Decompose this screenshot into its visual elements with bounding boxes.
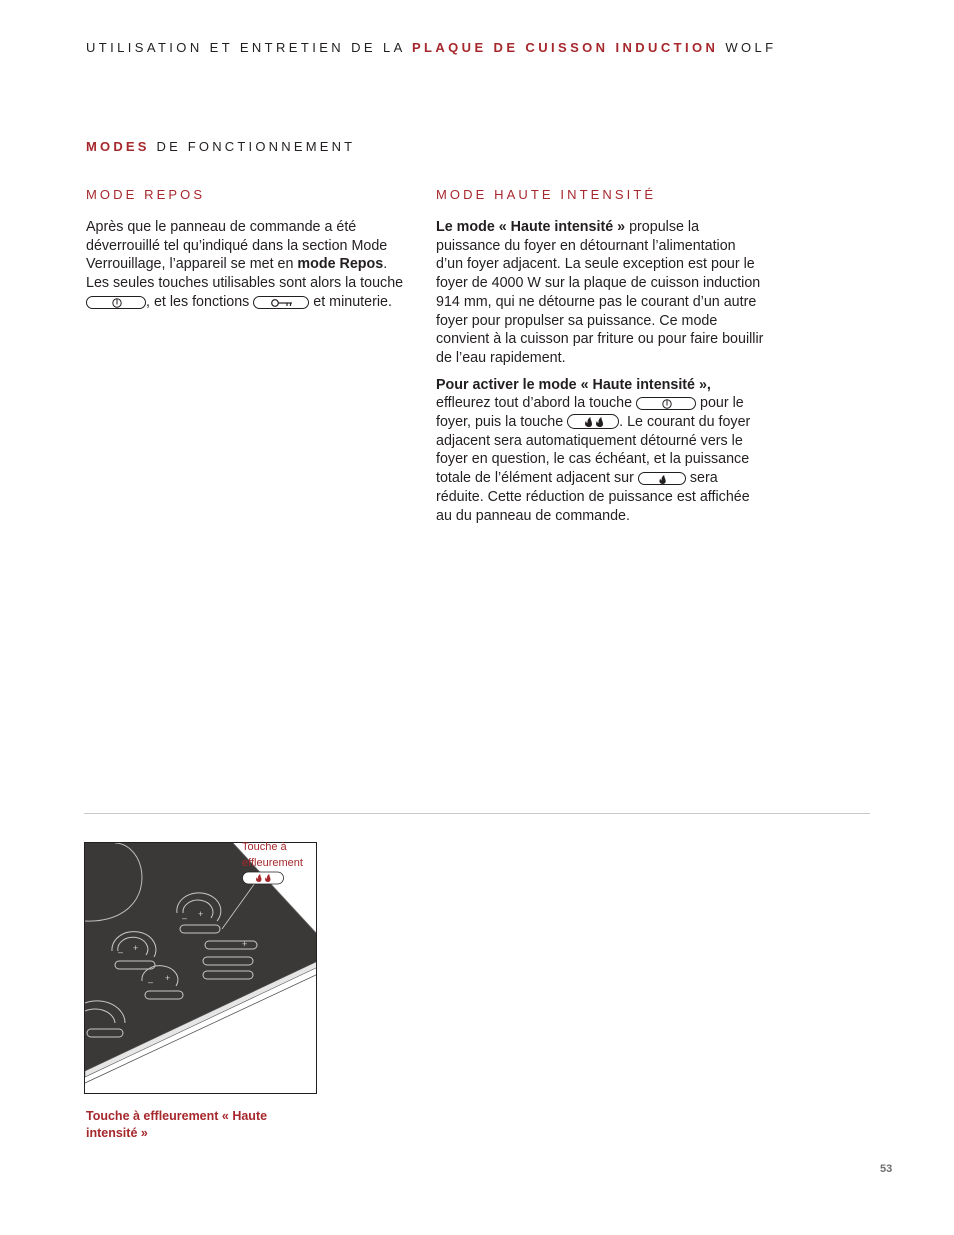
figure-caption: Touche à effleurement « Haute intensité » (86, 1109, 268, 1140)
svg-text:+: + (242, 939, 248, 949)
svg-text:–: – (148, 977, 154, 987)
section-divider (84, 813, 870, 814)
callout-flames-icon (242, 871, 284, 890)
page-number: 53 (880, 1163, 893, 1175)
single-flame-icon (638, 472, 686, 485)
haute-intensite-activation: Pour activer le mode « Haute intensité », effleurez tout d’abord la touche pour le foyer, puis la touche . Le courant du foyer adjacent sera automatiquement détourné vers le foyer en question, le cas échéant, et la puissance totale de l’élément adjacent sur sera réduite. Cette réduction de puissance est affichée au du panneau de commande. (436, 376, 751, 524)
header-product: PLAQUE DE CUISSON INDUCTION (411, 40, 719, 55)
mode-haute-intensite-title: MODE HAUTE INTENSITÉ (436, 187, 657, 202)
section-title: MODES DE FONCTIONNEMENT (86, 139, 356, 154)
power-icon (636, 397, 696, 410)
high-intensity-flames-icon (567, 414, 619, 429)
svg-text:–: – (182, 913, 188, 923)
svg-text:+: + (133, 943, 139, 953)
mode-repos-title: MODE REPOS (86, 187, 206, 202)
mode-haute-intensite-column (436, 187, 766, 533)
haute-intensite-intro: Le mode « Haute intensité » propulse la puissance du foyer en détournant l’alimentation d’un foyer adjacent. La seule exception est pour le foyer de 4000 W sur la plaque de cuisson induction 914 mm, qui ne détourne pas le courant d’un autre foyer pour propulser sa puissance. Ce mode convient à la cuisson par friture ou pour faire bouillir de l’eau rapidement. (436, 219, 764, 366)
svg-text:+: + (165, 973, 171, 983)
mode-repos-column (86, 187, 404, 320)
running-header: UTILISATION ET ENTRETIEN DE LA PLAQUE DE CUISSON INDUCTION WOLF (86, 40, 777, 55)
svg-text:+: + (198, 909, 204, 919)
figure-callout: Touche à effleurement (242, 841, 303, 869)
mode-repos-text: Après que le panneau de commande a été déverrouillé tel qu’indiqué dans la section Mode Verrouillage, l’appareil se met en mode Repos. Les seules touches utilisables sont alors la touche , et les fonctions et minuterie. (86, 219, 404, 310)
power-icon (86, 296, 146, 309)
key-lock-icon (253, 296, 309, 309)
svg-text:–: – (118, 947, 124, 957)
